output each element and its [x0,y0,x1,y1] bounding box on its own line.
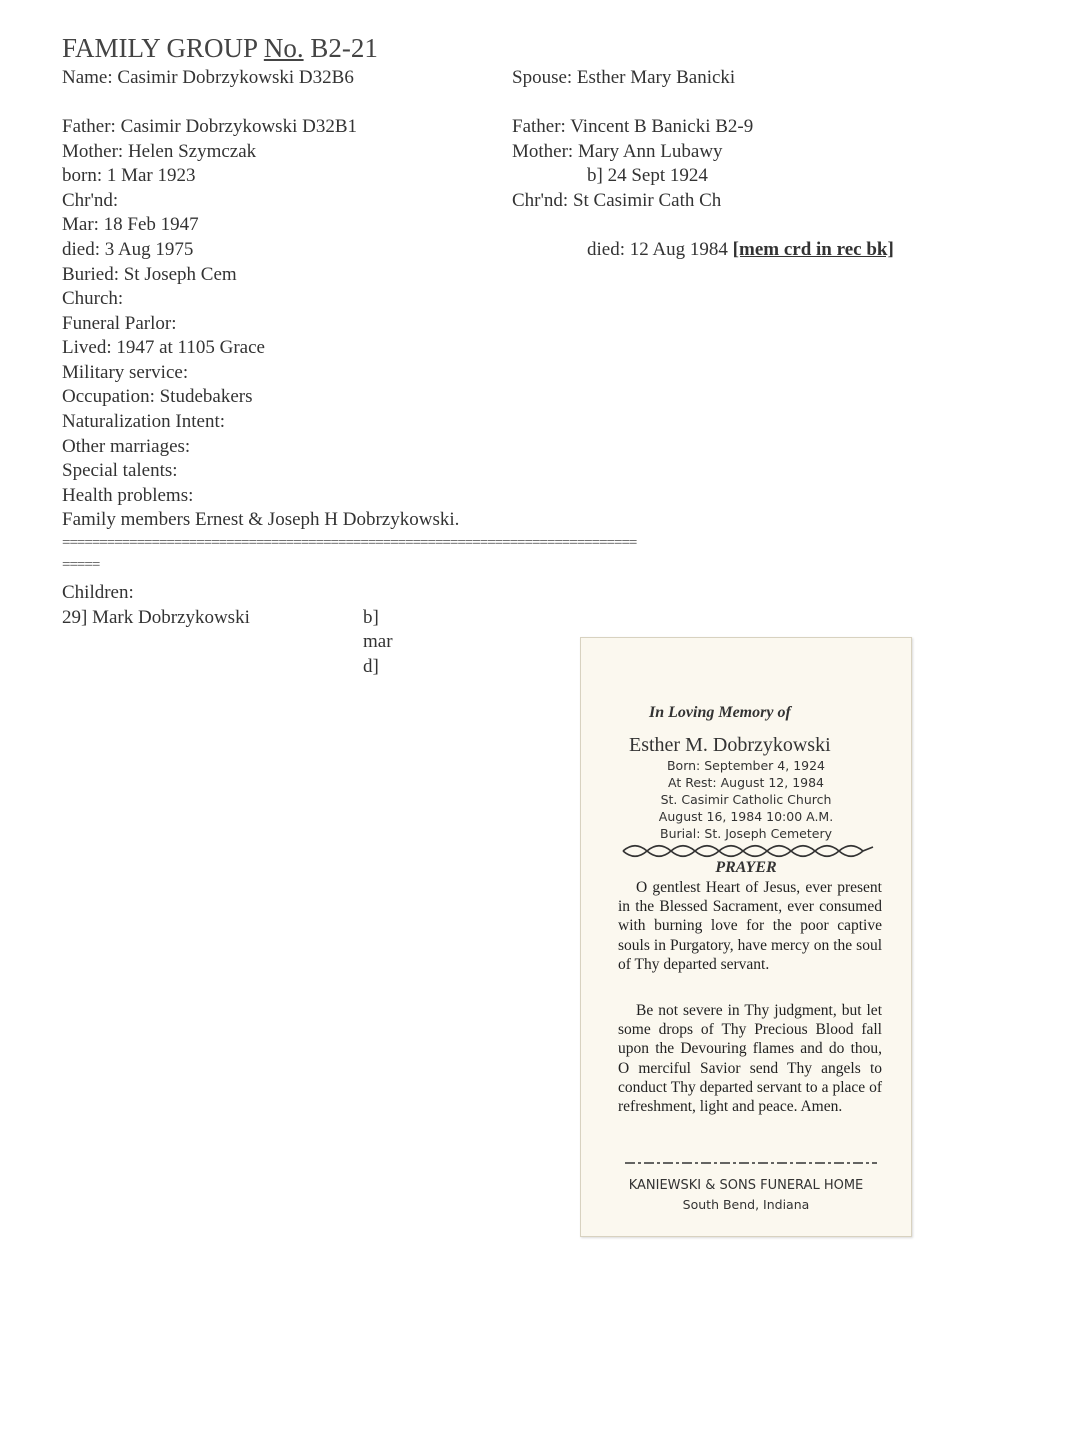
subject-other-marriages: Other marriages: [62,436,191,457]
spouse-mother: Mother: Mary Ann Lubawy [512,141,723,162]
subject-married: Mar: 18 Feb 1947 [62,214,199,235]
subject-name: Name: Casimir Dobrzykowski D32B6 [62,67,354,88]
card-burial: Burial: St. Joseph Cemetery [660,826,832,841]
dash-ornament [625,1160,877,1166]
subject-military: Military service: [62,362,189,383]
subject-occupation: Occupation: Studebakers [62,386,253,407]
card-at-rest: At Rest: August 12, 1984 [668,775,824,790]
subject-buried: Buried: St Joseph Cem [62,264,237,285]
card-prayer-paragraph-1: O gentlest Heart of Jesus, ever present in the Blessed Sacrament, ever consumed with burning love for the poor captive souls in Purgatory, have mercy on the soul of Thy departed servant. [618,879,882,973]
card-prayer-paragraph-2: Be not severe in Thy judgment, but let some drops of Thy Precious Blood fall upon the Devouring flames and do thou, O merciful Savior send Thy angels to conduct Thy departed servant to a place of refreshment, light and peace. Amen. [618,1002,882,1116]
subject-died: died: 3 Aug 1975 [62,239,194,260]
subject-naturalization: Naturalization Intent: [62,411,226,432]
card-city: South Bend, Indiana [682,1197,810,1212]
subject-mother: Mother: Helen Szymczak [62,141,257,162]
child-married: mar [363,631,393,652]
subject-health-problems: Health problems: [62,485,194,506]
divider-line: ============================================================================= [62,535,637,551]
subject-father: Father: Casimir Dobrzykowski D32B1 [62,116,358,137]
child-born: b] [363,607,379,628]
spouse-born: b] 24 Sept 1924 [587,165,708,186]
card-funeral-home: KANIEWSKI & SONS FUNERAL HOME [628,1178,864,1193]
subject-funeral-parlor: Funeral Parlor: [62,313,177,334]
card-service: August 16, 1984 10:00 A.M. [658,809,834,824]
memorial-card [580,637,912,1237]
spouse-father: Father: Vincent B Banicki B2-9 [512,116,754,137]
card-prayer-title: PRAYER [715,859,777,876]
spouse-christened: Chr'nd: St Casimir Cath Ch [512,190,722,211]
subject-church: Church: [62,288,124,309]
subject-christened: Chr'nd: [62,190,119,211]
divider-line-tail: ===== [62,557,100,573]
subject-family-members: Family members Ernest & Joseph H Dobrzykowski. [62,509,460,530]
memorial-card-note: [mem crd in rec bk] [732,239,894,260]
subject-special-talents: Special talents: [62,460,178,481]
child-name: 29] Mark Dobrzykowski [62,607,250,628]
spouse-died: died: 12 Aug 1984 [mem crd in rec bk] [587,239,894,260]
subject-lived: Lived: 1947 at 1105 Grace [62,337,265,358]
card-name: Esther M. Dobrzykowski [629,734,831,756]
page-title: FAMILY GROUP No. B2-21 [62,33,378,63]
card-heading: In Loving Memory of [649,704,791,721]
card-born: Born: September 4, 1924 [666,758,826,773]
children-label: Children: [62,582,134,603]
wave-ornament [621,844,877,858]
subject-born: born: 1 Mar 1923 [62,165,196,186]
child-died: d] [363,656,379,677]
card-church: St. Casimir Catholic Church [660,792,832,807]
spouse-name: Spouse: Esther Mary Banicki [512,67,736,88]
